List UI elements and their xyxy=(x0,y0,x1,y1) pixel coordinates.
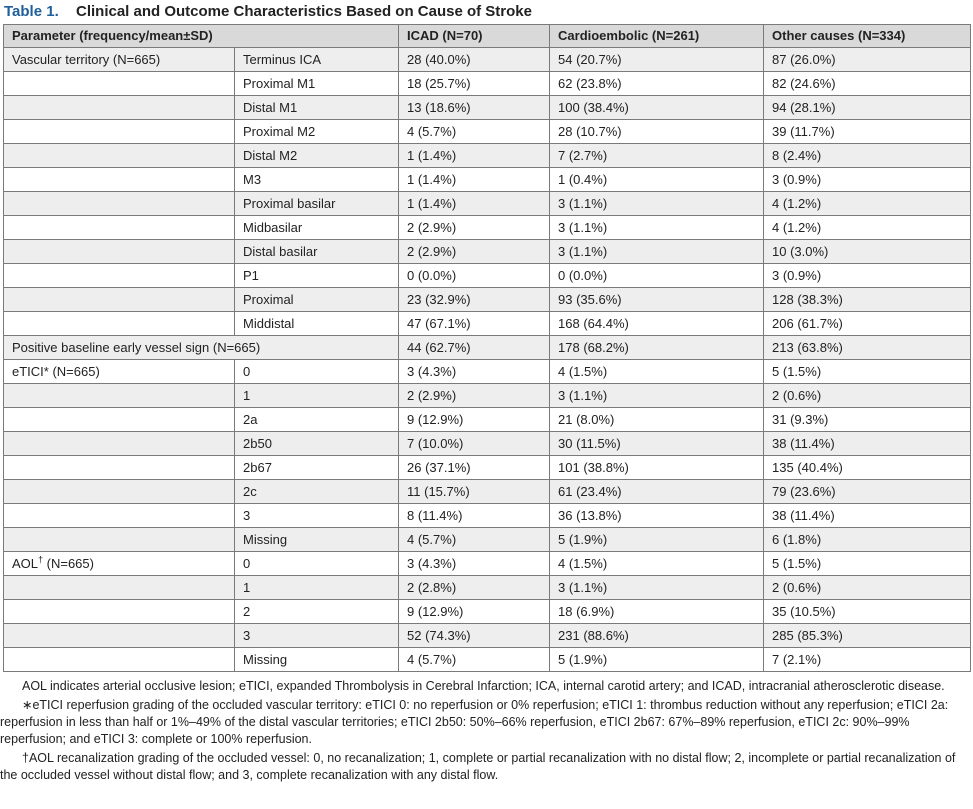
row-group xyxy=(4,456,235,480)
table-row xyxy=(4,528,971,552)
row-group xyxy=(4,648,235,672)
row-subcategory: 2a xyxy=(235,408,399,432)
row-group xyxy=(4,480,235,504)
table-row xyxy=(4,312,971,336)
table-row xyxy=(4,240,971,264)
table-row xyxy=(4,600,971,624)
cell-cardioembolic: 3 (1.1%) xyxy=(550,192,764,216)
row-subcategory: 3 xyxy=(235,624,399,648)
row-subcategory: Proximal M1 xyxy=(235,72,399,96)
table-row xyxy=(4,192,971,216)
footnote-aol: †AOL recanalization grading of the occluded vessel: 0, no recanalization; 1, complete or partial recanalization with no distal flow; 2, incomplete or partial recanalization of the occluded vessel without distal flow; and 3, complete recanalization with any distal flow. xyxy=(0,751,956,782)
cell-other-causes: 79 (23.6%) xyxy=(764,480,971,504)
cell-icad: 0 (0.0%) xyxy=(399,264,550,288)
cell-icad: 7 (10.0%) xyxy=(399,432,550,456)
table-header-row xyxy=(4,25,971,48)
cell-icad: 2 (2.8%) xyxy=(399,576,550,600)
cell-icad: 2 (2.9%) xyxy=(399,384,550,408)
row-subcategory: Midbasilar xyxy=(235,216,399,240)
row-group xyxy=(4,144,235,168)
cell-other-causes: 135 (40.4%) xyxy=(764,456,971,480)
row-subcategory: 0 xyxy=(235,552,399,576)
row-subcategory: Distal basilar xyxy=(235,240,399,264)
table-row xyxy=(4,432,971,456)
row-group xyxy=(4,120,235,144)
cell-cardioembolic: 3 (1.1%) xyxy=(550,216,764,240)
cell-icad: 28 (40.0%) xyxy=(399,48,550,72)
cell-cardioembolic: 5 (1.9%) xyxy=(550,648,764,672)
cell-other-causes: 213 (63.8%) xyxy=(764,336,971,360)
cell-cardioembolic: 28 (10.7%) xyxy=(550,120,764,144)
row-group xyxy=(4,288,235,312)
row-group: Vascular territory (N=665) xyxy=(4,48,235,72)
cell-icad: 9 (12.9%) xyxy=(399,600,550,624)
row-subcategory: 1 xyxy=(235,384,399,408)
row-group xyxy=(4,432,235,456)
row-group xyxy=(4,264,235,288)
cell-other-causes: 6 (1.8%) xyxy=(764,528,971,552)
cell-cardioembolic: 21 (8.0%) xyxy=(550,408,764,432)
row-subcategory: Distal M1 xyxy=(235,96,399,120)
row-group xyxy=(4,408,235,432)
row-subcategory: Middistal xyxy=(235,312,399,336)
cell-icad: 4 (5.7%) xyxy=(399,120,550,144)
row-group-label: AOL xyxy=(12,556,39,571)
cell-other-causes: 128 (38.3%) xyxy=(764,288,971,312)
cell-icad: 52 (74.3%) xyxy=(399,624,550,648)
data-table xyxy=(3,24,971,672)
cell-other-causes: 38 (11.4%) xyxy=(764,504,971,528)
cell-other-causes: 7 (2.1%) xyxy=(764,648,971,672)
row-group xyxy=(4,576,235,600)
footnote-etici: ∗eTICI reperfusion grading of the occluded vascular territory: eTICI 0: no reperfusion or 0% reperfusion; eTICI 1: thrombus reduction without any reperfusion; eTICI 2a: reperfusion in less than half or 1%–49% of the distal vascular territories; eTICI 2b50: 50%–66% reperfusion, eTICI 2b67: 67%–89% reperfusion, eTICI 2c: 90%–99% reperfusion; and eTICI 3: complete or 100% reperfusion. xyxy=(0,698,949,746)
header-parameter: Parameter (frequency/mean±SD) xyxy=(4,25,399,48)
row-group xyxy=(4,192,235,216)
cell-icad: 23 (32.9%) xyxy=(399,288,550,312)
row-subcategory: 2b50 xyxy=(235,432,399,456)
table-row xyxy=(4,360,971,384)
table-caption xyxy=(0,0,973,24)
header-cardioembolic: Cardioembolic (N=261) xyxy=(550,25,764,48)
footnote-abbreviations: AOL indicates arterial occlusive lesion; eTICI, expanded Thrombolysis in Cerebral Infarction; ICA, internal carotid artery; and ICAD, intracranial atherosclerotic disease. xyxy=(22,679,945,693)
header-icad: ICAD (N=70) xyxy=(399,25,550,48)
cell-icad: 18 (25.7%) xyxy=(399,72,550,96)
cell-cardioembolic: 0 (0.0%) xyxy=(550,264,764,288)
row-subcategory: Terminus ICA xyxy=(235,48,399,72)
cell-icad: 44 (62.7%) xyxy=(399,336,550,360)
cell-icad: 3 (4.3%) xyxy=(399,552,550,576)
row-subcategory: 0 xyxy=(235,360,399,384)
cell-icad: 9 (12.9%) xyxy=(399,408,550,432)
cell-icad: 1 (1.4%) xyxy=(399,168,550,192)
row-subcategory: 2 xyxy=(235,600,399,624)
cell-other-causes: 8 (2.4%) xyxy=(764,144,971,168)
cell-icad: 8 (11.4%) xyxy=(399,504,550,528)
table-row xyxy=(4,480,971,504)
cell-cardioembolic: 36 (13.8%) xyxy=(550,504,764,528)
table-row xyxy=(4,72,971,96)
cell-cardioembolic: 100 (38.4%) xyxy=(550,96,764,120)
table-row xyxy=(4,336,971,360)
cell-other-causes: 82 (24.6%) xyxy=(764,72,971,96)
footnote-marker: † xyxy=(38,554,44,565)
cell-other-causes: 35 (10.5%) xyxy=(764,600,971,624)
cell-cardioembolic: 168 (64.4%) xyxy=(550,312,764,336)
cell-cardioembolic: 62 (23.8%) xyxy=(550,72,764,96)
table-row xyxy=(4,408,971,432)
table-row xyxy=(4,264,971,288)
cell-other-causes: 94 (28.1%) xyxy=(764,96,971,120)
cell-icad: 2 (2.9%) xyxy=(399,240,550,264)
table-title: Clinical and Outcome Characteristics Based on Cause of Stroke xyxy=(76,3,532,20)
row-subcategory: Missing xyxy=(235,648,399,672)
cell-cardioembolic: 5 (1.9%) xyxy=(550,528,764,552)
table-row xyxy=(4,456,971,480)
cell-cardioembolic: 3 (1.1%) xyxy=(550,576,764,600)
cell-other-causes: 5 (1.5%) xyxy=(764,360,971,384)
row-group xyxy=(4,168,235,192)
cell-icad: 11 (15.7%) xyxy=(399,480,550,504)
table-row xyxy=(4,288,971,312)
row-subcategory: 3 xyxy=(235,504,399,528)
row-group xyxy=(4,528,235,552)
cell-other-causes: 3 (0.9%) xyxy=(764,264,971,288)
cell-other-causes: 38 (11.4%) xyxy=(764,432,971,456)
cell-cardioembolic: 7 (2.7%) xyxy=(550,144,764,168)
cell-icad: 1 (1.4%) xyxy=(399,192,550,216)
table-row xyxy=(4,144,971,168)
table-row xyxy=(4,384,971,408)
cell-icad: 26 (37.1%) xyxy=(399,456,550,480)
table-label: Table 1. xyxy=(4,3,59,20)
cell-cardioembolic: 3 (1.1%) xyxy=(550,240,764,264)
cell-cardioembolic: 54 (20.7%) xyxy=(550,48,764,72)
cell-other-causes: 39 (11.7%) xyxy=(764,120,971,144)
row-group xyxy=(4,600,235,624)
header-other-causes: Other causes (N=334) xyxy=(764,25,971,48)
cell-other-causes: 2 (0.6%) xyxy=(764,384,971,408)
cell-cardioembolic: 30 (11.5%) xyxy=(550,432,764,456)
cell-icad: 2 (2.9%) xyxy=(399,216,550,240)
cell-cardioembolic: 4 (1.5%) xyxy=(550,552,764,576)
cell-other-causes: 285 (85.3%) xyxy=(764,624,971,648)
row-group xyxy=(4,216,235,240)
cell-other-causes: 5 (1.5%) xyxy=(764,552,971,576)
row-subcategory: Missing xyxy=(235,528,399,552)
cell-other-causes: 10 (3.0%) xyxy=(764,240,971,264)
table-row xyxy=(4,552,971,576)
table-row xyxy=(4,168,971,192)
row-group xyxy=(4,96,235,120)
table-row xyxy=(4,648,971,672)
cell-icad: 3 (4.3%) xyxy=(399,360,550,384)
row-group xyxy=(4,384,235,408)
cell-cardioembolic: 101 (38.8%) xyxy=(550,456,764,480)
row-group: eTICI* (N=665) xyxy=(4,360,235,384)
table-row xyxy=(4,576,971,600)
cell-icad: 4 (5.7%) xyxy=(399,528,550,552)
row-subcategory: 2c xyxy=(235,480,399,504)
row-group xyxy=(4,72,235,96)
row-subcategory: Distal M2 xyxy=(235,144,399,168)
cell-cardioembolic: 61 (23.4%) xyxy=(550,480,764,504)
cell-icad: 47 (67.1%) xyxy=(399,312,550,336)
cell-cardioembolic: 4 (1.5%) xyxy=(550,360,764,384)
cell-other-causes: 2 (0.6%) xyxy=(764,576,971,600)
row-subcategory: 2b67 xyxy=(235,456,399,480)
row-group xyxy=(4,312,235,336)
cell-icad: 1 (1.4%) xyxy=(399,144,550,168)
row-subcategory: P1 xyxy=(235,264,399,288)
cell-icad: 13 (18.6%) xyxy=(399,96,550,120)
cell-icad: 4 (5.7%) xyxy=(399,648,550,672)
table-row xyxy=(4,96,971,120)
cell-cardioembolic: 1 (0.4%) xyxy=(550,168,764,192)
row-subcategory: 1 xyxy=(235,576,399,600)
cell-other-causes: 87 (26.0%) xyxy=(764,48,971,72)
row-parameter: Positive baseline early vessel sign (N=665) xyxy=(4,336,399,360)
cell-other-causes: 4 (1.2%) xyxy=(764,192,971,216)
row-group-count: (N=665) xyxy=(43,556,94,571)
cell-other-causes: 4 (1.2%) xyxy=(764,216,971,240)
table-footnotes xyxy=(0,678,973,786)
cell-cardioembolic: 3 (1.1%) xyxy=(550,384,764,408)
row-subcategory: M3 xyxy=(235,168,399,192)
cell-cardioembolic: 93 (35.6%) xyxy=(550,288,764,312)
table-row xyxy=(4,120,971,144)
row-group xyxy=(4,504,235,528)
cell-other-causes: 206 (61.7%) xyxy=(764,312,971,336)
row-subcategory: Proximal xyxy=(235,288,399,312)
table-row xyxy=(4,504,971,528)
row-group xyxy=(4,552,235,576)
cell-other-causes: 3 (0.9%) xyxy=(764,168,971,192)
cell-cardioembolic: 231 (88.6%) xyxy=(550,624,764,648)
row-subcategory: Proximal basilar xyxy=(235,192,399,216)
cell-cardioembolic: 18 (6.9%) xyxy=(550,600,764,624)
row-group xyxy=(4,624,235,648)
table-row xyxy=(4,216,971,240)
table-row xyxy=(4,48,971,72)
row-subcategory: Proximal M2 xyxy=(235,120,399,144)
table-row xyxy=(4,624,971,648)
cell-cardioembolic: 178 (68.2%) xyxy=(550,336,764,360)
cell-other-causes: 31 (9.3%) xyxy=(764,408,971,432)
row-group xyxy=(4,240,235,264)
